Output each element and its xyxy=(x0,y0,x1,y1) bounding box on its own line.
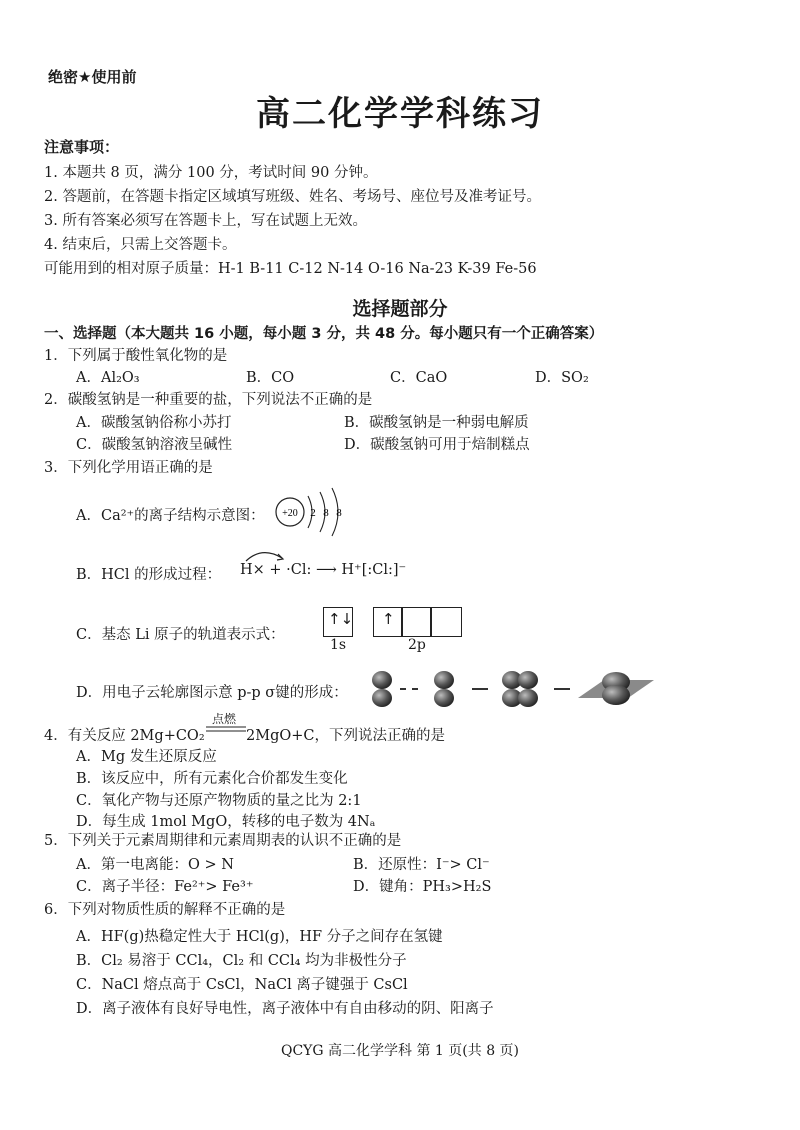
hcl-formation-formula: H× + ·Cl: ⟶ H⁺[:Cl:]⁻ xyxy=(240,562,407,578)
shell-1-count: 2 xyxy=(310,507,316,519)
ion-structure-diagram xyxy=(272,484,362,544)
shell-2-count: 8 xyxy=(323,507,329,519)
reaction-equals-sign xyxy=(206,726,246,732)
orbital-2p-label: 2p xyxy=(408,637,426,653)
q6-option-c: C．NaCl 熔点高于 CsCl，NaCl 离子键强于 CsCl xyxy=(76,977,408,993)
q1-stem: 1．下列属于酸性氧化物的是 xyxy=(44,348,228,364)
q6-option-d: D．离子液体有良好导电性，离子液体中有自由移动的阴、阳离子 xyxy=(76,1001,494,1017)
q6-stem: 6．下列对物质性质的解释不正确的是 xyxy=(44,902,286,918)
sigma-bond-diagram xyxy=(364,664,654,714)
page-footer: QCYG 高二化学学科 第 1 页(共 8 页) xyxy=(280,1043,520,1059)
q5-option-b: B．还原性：I⁻> Cl⁻ xyxy=(353,857,490,873)
q4-option-c: C．氧化产物与还原产物物质的量之比为 2:1 xyxy=(76,793,362,809)
note-2: 2. 答题前，在答题卡指定区域填写班级、姓名、考场号、座位号及准考证号。 xyxy=(44,189,541,205)
q2-option-a: A．碳酸氢钠俗称小苏打 xyxy=(76,415,232,431)
section-title: 选择题部分 xyxy=(352,298,448,320)
q5-stem: 5．下列关于元素周期律和元素周期表的认识不正确的是 xyxy=(44,833,402,849)
confidential-label: 绝密★使用前 xyxy=(48,68,137,86)
q5-option-d: D．键角：PH₃>H₂S xyxy=(353,879,492,895)
atomic-masses: 可能用到的相对原子质量：H-1 B-11 C-12 N-14 O-16 Na-23 K-39 Fe-56 xyxy=(44,261,537,277)
q1-option-a: A．Al₂O₃ xyxy=(76,370,140,386)
page-title: 高二化学学科练习 xyxy=(256,94,544,134)
q4-stem-prefix: 4．有关反应 2Mg+CO₂ xyxy=(44,728,205,744)
q2-option-b: B．碳酸氢钠是一种弱电解质 xyxy=(344,415,529,431)
q2-stem: 2．碳酸氢钠是一种重要的盐，下列说法不正确的是 xyxy=(44,392,373,408)
q5-option-a: A．第一电离能：O > N xyxy=(76,857,234,873)
q3-option-d: D．用电子云轮廓图示意 p-p σ键的形成： xyxy=(76,685,348,701)
q2-option-c: C．碳酸氢钠溶液呈碱性 xyxy=(76,437,233,453)
q3-stem: 3．下列化学用语正确的是 xyxy=(44,460,213,476)
notes-heading: 注意事项： xyxy=(44,138,120,156)
q3-option-b: B．HCl 的形成过程： xyxy=(76,567,222,583)
q6-option-b: B．Cl₂ 易溶于 CCl₄，Cl₂ 和 CCl₄ 均为非极性分子 xyxy=(76,953,407,969)
q1-option-c: C．CaO xyxy=(390,370,448,386)
nucleus-charge: +20 xyxy=(282,508,298,519)
q1-option-d: D．SO₂ xyxy=(535,370,589,386)
q4-option-a: A．Mg 发生还原反应 xyxy=(76,749,217,765)
q3-option-a: A．Ca²⁺的离子结构示意图： xyxy=(76,508,265,524)
q2-option-d: D．碳酸氢钠可用于焙制糕点 xyxy=(344,437,530,453)
q3-option-c: C．基态 Li 原子的轨道表示式： xyxy=(76,627,285,643)
q5-option-c: C．离子半径：Fe²⁺> Fe³⁺ xyxy=(76,879,254,895)
orbital-2p-box-1 xyxy=(401,607,432,637)
orbital-1s-electrons: ↑↓ xyxy=(328,610,354,628)
q6-option-a: A．HF(g)热稳定性大于 HCl(g)，HF 分子之间存在氢键 xyxy=(76,929,443,945)
q4-condition: 点燃 xyxy=(212,712,237,726)
q4-stem-suffix: 2MgO+C，下列说法正确的是 xyxy=(246,728,445,744)
orbital-2s-electron: ↑ xyxy=(382,610,395,628)
shell-3-count: 8 xyxy=(336,507,342,519)
note-3: 3. 所有答案必须写在答题卡上，写在试题上无效。 xyxy=(44,213,367,229)
note-1: 1. 本题共 8 页，满分 100 分，考试时间 90 分钟。 xyxy=(44,165,378,181)
electron-transfer-arrow xyxy=(238,548,296,562)
orbital-2p-box-2 xyxy=(430,607,462,637)
q4-option-b: B．该反应中，所有元素化合价都发生变化 xyxy=(76,771,348,787)
section-heading: 一、选择题（本大题共 16 小题，每小题 3 分，共 48 分。每小题只有一个正确答案） xyxy=(44,326,604,342)
q1-option-b: B．CO xyxy=(246,370,295,386)
orbital-1s-label: 1s xyxy=(330,637,347,653)
q4-option-d: D．每生成 1mol MgO，转移的电子数为 4Nₐ xyxy=(76,814,376,830)
note-4: 4. 结束后，只需上交答题卡。 xyxy=(44,237,237,253)
